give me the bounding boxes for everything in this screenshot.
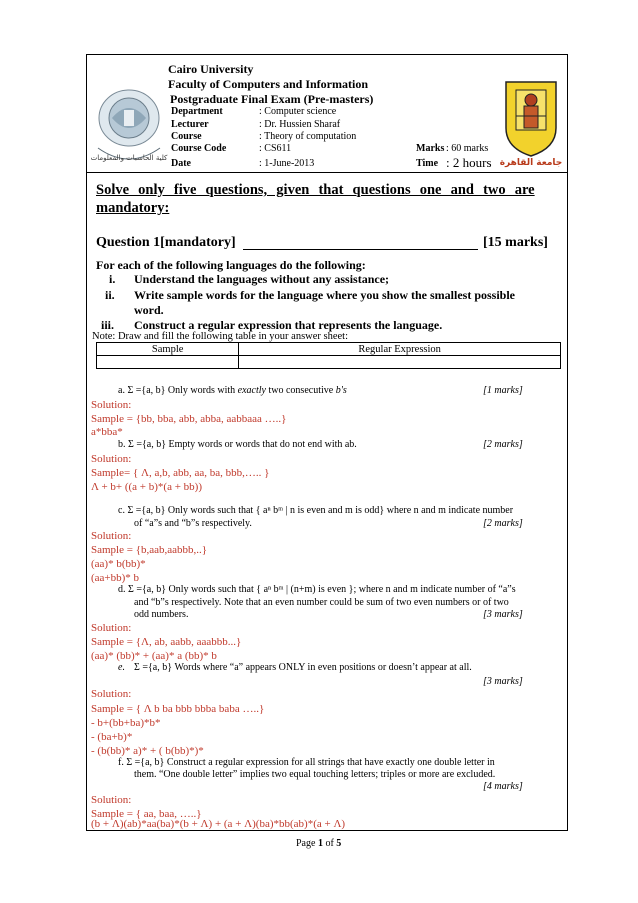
part-d-sample: Sample = {Λ, ab, aabb, aaabbb...} <box>91 636 242 648</box>
part-b-sample: Sample= { Λ, a,b, abb, aa, ba, bbb,….. } <box>91 467 270 479</box>
part-f-marks: [4 marks] <box>483 781 523 792</box>
course-code-label: Course Code <box>171 143 227 154</box>
part-e-solution-label: Solution: <box>91 688 132 700</box>
time-value: : 2 hours <box>446 155 492 170</box>
question-1-marks: [15 marks] <box>483 235 548 250</box>
item-num-3: iii. <box>101 318 115 332</box>
table-cell-empty <box>239 356 561 369</box>
item-num-1: i. <box>109 272 116 286</box>
part-f-sample: Sample = { aa, baa, …..} <box>91 808 202 820</box>
course-value: : Theory of computation <box>259 131 357 142</box>
faculty-logo <box>90 78 168 166</box>
part-d-question-cont-2: odd numbers. <box>134 609 189 620</box>
part-c-regex-1: (aa)* b(bb)* <box>91 558 146 570</box>
instructions-line-2: mandatory: <box>96 200 170 216</box>
table-note: Note: Draw and fill the following table in your answer sheet: <box>92 331 349 342</box>
part-d-regex: (aa)* (bb)* + (aa)* a (bb)* b <box>91 650 217 662</box>
question-1-intro: For each of the following languages do the following: <box>96 258 366 272</box>
marks-value: : 60 marks <box>446 143 489 154</box>
part-c-question-cont: of “a”s and “b”s respectively. <box>134 518 252 529</box>
part-e-question: Σ ={a, b} Words where “a” appears ONLY in even positions or doesn’t appear at all. <box>134 662 472 673</box>
part-a-sample: Sample = {bb, bba, abb, abba, aabbaaa …..} <box>91 413 287 425</box>
part-c-question: c. Σ ={a, b} Only words such that { aⁿ bᵐ | n is even and m is odd} where n and m indicate number <box>118 505 514 516</box>
part-d-solution-label: Solution: <box>91 622 132 634</box>
faculty-logo-text: كلية الحاسبات والمعلومات <box>90 154 168 162</box>
date-value: : 1-June-2013 <box>259 158 315 169</box>
course-label: Course <box>171 131 202 142</box>
part-b-regex: Λ + b+ ((a + b)*(a + bb)) <box>91 481 202 493</box>
part-a-marks: [1 marks] <box>483 385 523 396</box>
item-text-1: Understand the languages without any assistance; <box>134 272 390 286</box>
part-c-solution-label: Solution: <box>91 530 132 542</box>
table-cell-empty <box>97 356 239 369</box>
part-b-marks: [2 marks] <box>483 439 523 450</box>
part-e-regex-2: - (ba+b)* <box>91 731 133 743</box>
marks-label: Marks <box>416 143 445 154</box>
part-f-solution-label: Solution: <box>91 794 132 806</box>
part-e-marks: [3 marks] <box>483 676 523 687</box>
question-1-rule <box>243 249 478 250</box>
faculty-name: Faculty of Computers and Information <box>168 77 368 91</box>
instructions-line-1: Solve only five questions, given that questions one and two are <box>96 182 535 198</box>
date-label: Date <box>171 158 191 169</box>
table-header-sample: Sample <box>97 343 239 356</box>
lecturer-label: Lecturer <box>171 119 209 130</box>
header-divider <box>86 172 568 173</box>
part-b-solution-label: Solution: <box>91 453 132 465</box>
part-f-regex: (b + Λ)(ab)*aa(ba)*(b + Λ) + (a + Λ)(ba)*bb(ab)*(a + Λ) <box>91 818 346 830</box>
university-logo-text: جامعة القاهرة <box>499 158 563 168</box>
lecturer-value: : Dr. Hussien Sharaf <box>259 119 341 130</box>
answer-table <box>96 342 561 369</box>
part-d-question: d. Σ ={a, b} Only words such that { aⁿ bᵐ | (n+m) is even }; where n and m indicate number of “a”s <box>118 584 516 595</box>
part-e-sample: Sample = { Λ b ba bbb bbba baba …..} <box>91 703 265 715</box>
time-label: Time <box>416 158 439 169</box>
university-name: Cairo University <box>168 62 254 76</box>
part-a-regex: a*bba* <box>91 426 123 438</box>
part-c-sample: Sample = {b,aab,aabbb,..} <box>91 544 208 556</box>
part-c-marks: [2 marks] <box>483 518 523 529</box>
department-label: Department <box>171 106 223 117</box>
part-e-regex-1: - b+(bb+ba)*b* <box>91 717 161 729</box>
part-e-regex-3: - (b(bb)* a)* + ( b(bb)*)* <box>91 745 204 757</box>
table-header-regex: Regular Expression <box>239 343 561 356</box>
item-text-3: Construct a regular expression that represents the language. <box>134 318 443 332</box>
part-a-question: a. Σ ={a, b} Only words with exactly two consecutive b's <box>118 385 347 396</box>
part-b-question: b. Σ ={a, b} Empty words or words that do not end with ab. <box>118 439 357 450</box>
item-text-2-cont: word. <box>134 303 164 317</box>
part-a-solution-label: Solution: <box>91 399 132 411</box>
university-logo <box>498 76 564 168</box>
course-code-value: : CS611 <box>259 143 292 154</box>
part-d-question-cont-1: and “b”s respectively. Note that an even number could be sum of two even numbers or of two <box>134 597 509 608</box>
question-1-title: Question 1[mandatory] <box>96 235 236 250</box>
page-number: Page 1 of 5 <box>296 838 342 849</box>
part-d-marks: [3 marks] <box>483 609 523 620</box>
part-c-regex-2: (aa+bb)* b <box>91 572 140 584</box>
part-f-question-cont: them. “One double letter” implies two equal touching letters; triples or more are excluded. <box>134 769 496 780</box>
exam-title: Postgraduate Final Exam (Pre-masters) <box>170 92 374 106</box>
item-num-2: ii. <box>105 288 115 302</box>
department-value: : Computer science <box>259 106 337 117</box>
item-text-2: Write sample words for the language where you show the smallest possible <box>134 288 515 302</box>
part-f-question: f. Σ ={a, b} Construct a regular expression for all strings that have exactly one double letter in <box>118 757 495 768</box>
part-e-letter: e. <box>118 662 125 673</box>
